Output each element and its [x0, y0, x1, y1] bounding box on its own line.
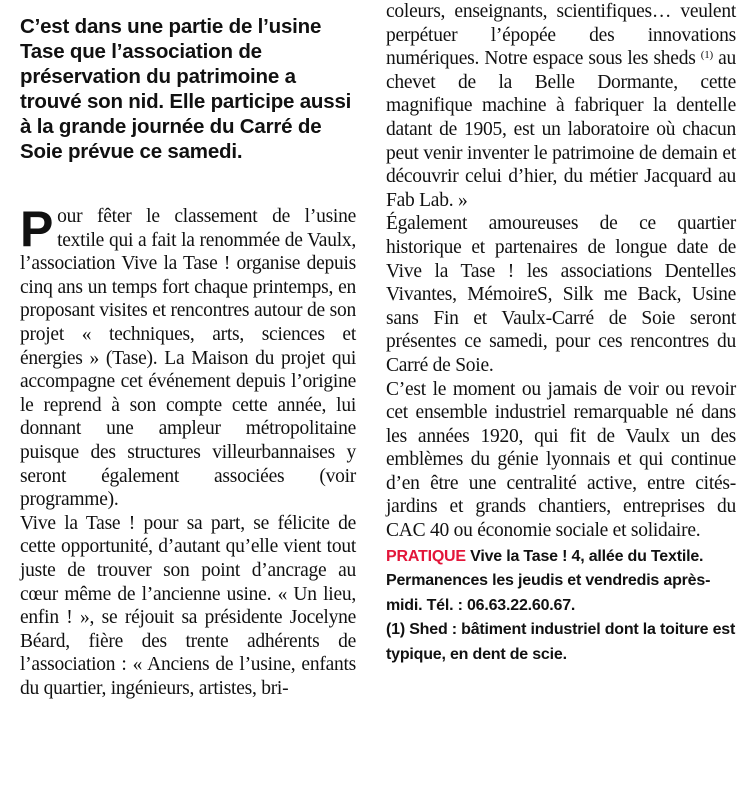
article-lead: C’est dans une partie de l’usine Tase que l’association de préservation du patrimoine a trouvé son nid. Elle participe aussi à la grande journée du Carré de Soie prévue ce samedi.: [20, 15, 352, 163]
article-paragraph-4: C’est le moment ou jamais de voir ou revoir cet ensemble industriel remarquable né dans les années 1920, qui fit de Vaulx un des emblèmes du génie lyonnais et qui continue d’en être une centralité active, entre cités-jardins et grands chantiers, entreprises du CAC 40 ou économie sociale et solidaire.: [386, 378, 736, 542]
article-paragraph-3: Également amoureuses de ce quartier historique et partenaires de longue date de Vive la Tase ! les associations Dentelles Vivantes, MémoireS, Silk me Back, Usine sans Fin et Vaulx-Carré de Soie seront présentes ce samedi, pour ces rencontres du Carré de Soie.: [386, 213, 736, 376]
article-paragraph-2-start: Vive la Tase ! pour sa part, se félicite de cette opportunité, d’autant qu’elle vient tout juste de trouver son point d’ancrage au cœur même de l’ancienne usine. « Un lieu, enfin ! », se réjouit sa présidente Jocelyne Béard, fière des trente adhérents de l’association : « Anciens de l’usine, enfants du quartier, ingénieurs, artistes, bri-: [20, 512, 356, 699]
practical-label: PRATIQUE: [386, 547, 466, 565]
footnote-text: (1) Shed : bâtiment industriel dont la toiture est typique, en dent de scie.: [386, 621, 736, 663]
right-column: [386, 0, 736, 800]
footnote-mark: (1): [700, 49, 713, 62]
article-paragraph-2-end: [386, 0, 736, 212]
practical-text: Vive la Tase ! 4, allée du Textile. Permanences les jeudis et vendredis après-midi. Tél. : 06.63.22.60.67.: [386, 547, 711, 614]
paragraph-1-text: our fêter le classement de l’usine textile qui a fait la renommée de Vaulx, l’association Vive la Tase ! organise depuis cinq ans un temps fort chaque printemps, en proposant visites et rencontres autour de son projet « techniques, arts, sciences et énergies » (Tase). La Maison du projet qui accompagne cet événement depuis l’origine le reprend à son compte cette année, lui donnant une ampleur métropolitaine puisque des structures villeurbannaises y seront également associées (voir programme).: [20, 206, 356, 511]
practical-info: [386, 545, 736, 668]
paragraph-2-text-a: coleurs, enseignants, scientifiques… veulent perpétuer l’épopée des innovations numériques. Notre espace sous les sheds: [386, 1, 736, 70]
left-column: [20, 0, 356, 800]
drop-cap: P: [20, 201, 54, 257]
article-paragraph-1: [20, 201, 356, 512]
paragraph-2-text-b: au chevet de la Belle Dormante, cette magnifique machine à fabriquer la dentelle datant de 1905, est un laboratoire où chacun peut venir inventer le patrimoine de demain et découvrir celui d’hier, du métier Jacquard au Fab Lab. »: [386, 48, 736, 211]
